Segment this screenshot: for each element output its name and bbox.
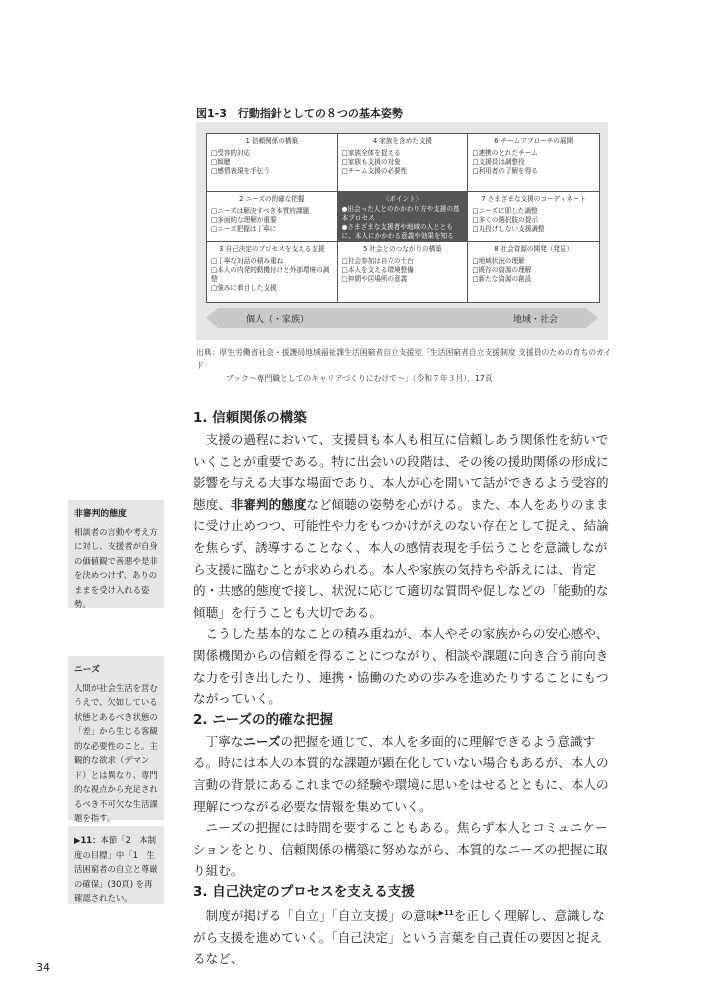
cell-header: 5 社会とのつながりの構築	[363, 245, 442, 253]
figure-title: 図1-3 行動指針としての８つの基本姿勢	[196, 107, 403, 120]
bold-term: ニーズ	[243, 733, 281, 749]
cell-coordinate	[468, 192, 599, 242]
side-note-ref: ▶11：	[74, 835, 101, 845]
side-note-body: 本節「2 本制度の目標」中「1 生活困窮者の自立と尊厳の確保」(30頁) を再確認されたい。	[74, 835, 158, 903]
arrow-left-label: 個人（・家族）	[246, 315, 310, 325]
cell-society	[338, 242, 469, 302]
cell-item: □ 家族も支援の対象	[342, 158, 464, 167]
cell-item: □ ニーズは解決すべき本質的課題	[211, 207, 333, 216]
paragraph	[193, 429, 611, 623]
text-run: 制度が掲げる「自立」「自立支援」の意味	[205, 908, 439, 924]
cell-header: 1 信頼関係の構築	[245, 137, 299, 145]
cell-header: 2 ニーズの的確な把握	[239, 195, 305, 203]
cell-family	[338, 134, 469, 192]
text-run: など傾聴の姿勢を心がける。また、本人をありのままに受け止めつつ、可能性や力をもつかけがえのない存在として捉え、結論を焦らず、誘導することなく、本人の感情表現を手伝うことを意識しながら支援に臨むことが求められる。本人や家族の気持ちや訴えには、肯定的・共感的態度で接し、状況に応じて適切な質問や促しなどの「能動的な傾聴」を行うことも大切である。	[193, 496, 609, 620]
arrow-right-head-icon	[586, 308, 598, 328]
point-item: ●さまざまな支援者や地域の人とともに、本人にかかわる意義や効果を知る	[341, 223, 454, 240]
cell-header: 7 さまざまな支援のコーディネート	[481, 195, 586, 203]
text-run: の把握を通じて、本人を多面的に理解できるよう意識する。時には本人の本質的な課題が顕在化していない場合もあるが、本人の言動の背景にあるこれまでの経験や環境に思いをはせるとともに、本人の理解につながる必要な情報を集めていく。	[193, 733, 609, 814]
cell-needs	[207, 192, 338, 242]
cell-item: □ 新たな資源の創設	[472, 275, 595, 284]
cell-item: □ 多面的な理解が重要	[211, 216, 333, 225]
cell-item: □ 既存の資源の理解	[472, 266, 595, 275]
main-text	[193, 408, 611, 970]
footnote-ref: ▶11	[438, 908, 454, 917]
bold-term: 非審判的態度	[230, 496, 307, 512]
paragraph: こうした基本的なことの積み重ねが、本人やその家族からの安心感や、関係機関からの信頼を得ることにつながり、相談や課題に向き合う前向きな力を引き出したり、連携・協働のための歩みを進めたりすることにもつながっていく。	[193, 626, 609, 707]
text-run: 丁寧な	[205, 733, 244, 749]
attitude-grid	[206, 133, 600, 303]
cell-item: □ 受容的対応	[211, 149, 333, 158]
scope-arrow	[206, 308, 598, 328]
cell-resources	[468, 242, 599, 302]
text-run: を正しく理解し、意識しながら支援を進めていく。「自己決定」という言葉を自己責任の要因と捉えるなど、	[193, 908, 605, 967]
cell-item: □ 多くの選択肢の提示	[472, 216, 595, 225]
cell-item: □ 感情表現を手伝う	[211, 167, 333, 176]
side-note-body: 人間が社会生活を営むうえで、欠如している状態とあるべき状態の「差」から生じる客観的な必要性のこと。主観的な欲求（デマンド）とは異なり、専門的な視点から充足されるべき不可欠な生活課題を指す。	[74, 682, 158, 823]
point-header: 〈ポイント〉	[382, 195, 423, 203]
cell-item: □ ニーズ把握は丁寧に	[211, 225, 333, 234]
cell-item: □ 本人の内発的動機付けと外部環境の調整	[211, 266, 333, 284]
cell-self-decision	[207, 242, 338, 302]
cell-item: □ 本人を支える環境整備	[342, 266, 464, 275]
source-line: 出典：厚生労働省社会・援護局地域福祉課生活困窮者自立支援室「生活困窮者自立支援制度 支援員のための育ちのガイド	[196, 348, 612, 370]
cell-item: □ 支援員は調整役	[472, 158, 595, 167]
cell-item: □ 丸投げしない支援調整	[472, 225, 595, 234]
paragraph	[193, 731, 611, 817]
cell-header: 3 自己決定のプロセスを支える支援	[219, 245, 325, 253]
side-note-ref11	[68, 826, 164, 904]
page-number: 34	[36, 961, 50, 974]
figure-source	[196, 346, 616, 385]
side-note-needs	[68, 656, 164, 823]
cell-header: 8 社会資源の開発（発見）	[494, 245, 574, 253]
side-note-nonjudgmental	[68, 500, 164, 608]
point-item: ●出会った人とのかかわり方や支援の基本プロセス	[341, 205, 460, 222]
cell-item: □ 社会参加は自立の土台	[342, 257, 464, 266]
arrow-left-head-icon	[206, 308, 218, 328]
section-heading: 2. ニーズの的確な把握	[193, 711, 334, 728]
cell-item: □ 傾聴	[211, 158, 333, 167]
side-note-body: 相談者の言動や考え方に対し、支援者が自身の価値観で善悪や是非を決めつけず、ありのままを受け入れる姿勢。	[74, 526, 158, 609]
paragraph: ニーズの把握には時間を要することもある。焦らず本人とコミュニケーションをとり、信頼関係の構築に努めながら、本質的なニーズの把握に取り組む。	[193, 820, 608, 879]
arrow-right-label: 地域・社会	[512, 315, 558, 325]
cell-header: 4 家族を含めた支援	[372, 137, 433, 145]
side-note-title: ニーズ	[74, 665, 100, 675]
cell-item: □ 連携のとれたチーム	[472, 149, 595, 158]
source-line: ブック〜専門職としてのキャリアづくりにむけて〜」（令和７年３月）、17頁	[226, 374, 493, 383]
section-heading: 3. 自己決定のプロセスを支える支援	[193, 883, 415, 900]
paragraph	[193, 903, 611, 970]
cell-item: □ チーム支援の必要性	[342, 167, 464, 176]
cell-item: □ 強みに着目した支援	[211, 284, 333, 293]
section-heading: 1. 信頼関係の構築	[193, 410, 307, 426]
cell-team	[468, 134, 599, 192]
cell-item: □ ニーズに即した調整	[472, 207, 595, 216]
cell-item: □ 地域状況の理解	[472, 257, 595, 266]
cell-item: □ 利用者の了解を得る	[472, 167, 595, 176]
cell-trust	[207, 134, 338, 192]
cell-item: □ 仲間や居場所の意義	[342, 275, 464, 284]
figure-panel	[196, 122, 608, 340]
cell-item: □ 丁寧な対話の積み重ね	[211, 257, 333, 266]
cell-header: 6 チームアプローチの展開	[494, 137, 574, 145]
text-run: 支援の過程において、支援員も本人も相互に信頼しあう関係性を紡いでいくことが重要である。特に出会いの段階は、その後の援助関係の形成に影響を与える大事な場面であり、本人が心を開いて話ができるよう受容的態度、	[193, 432, 609, 512]
side-note-title: 非審判的態度	[74, 509, 127, 519]
cell-item: □ 家族全体を捉える	[342, 149, 464, 158]
cell-point	[338, 192, 469, 242]
